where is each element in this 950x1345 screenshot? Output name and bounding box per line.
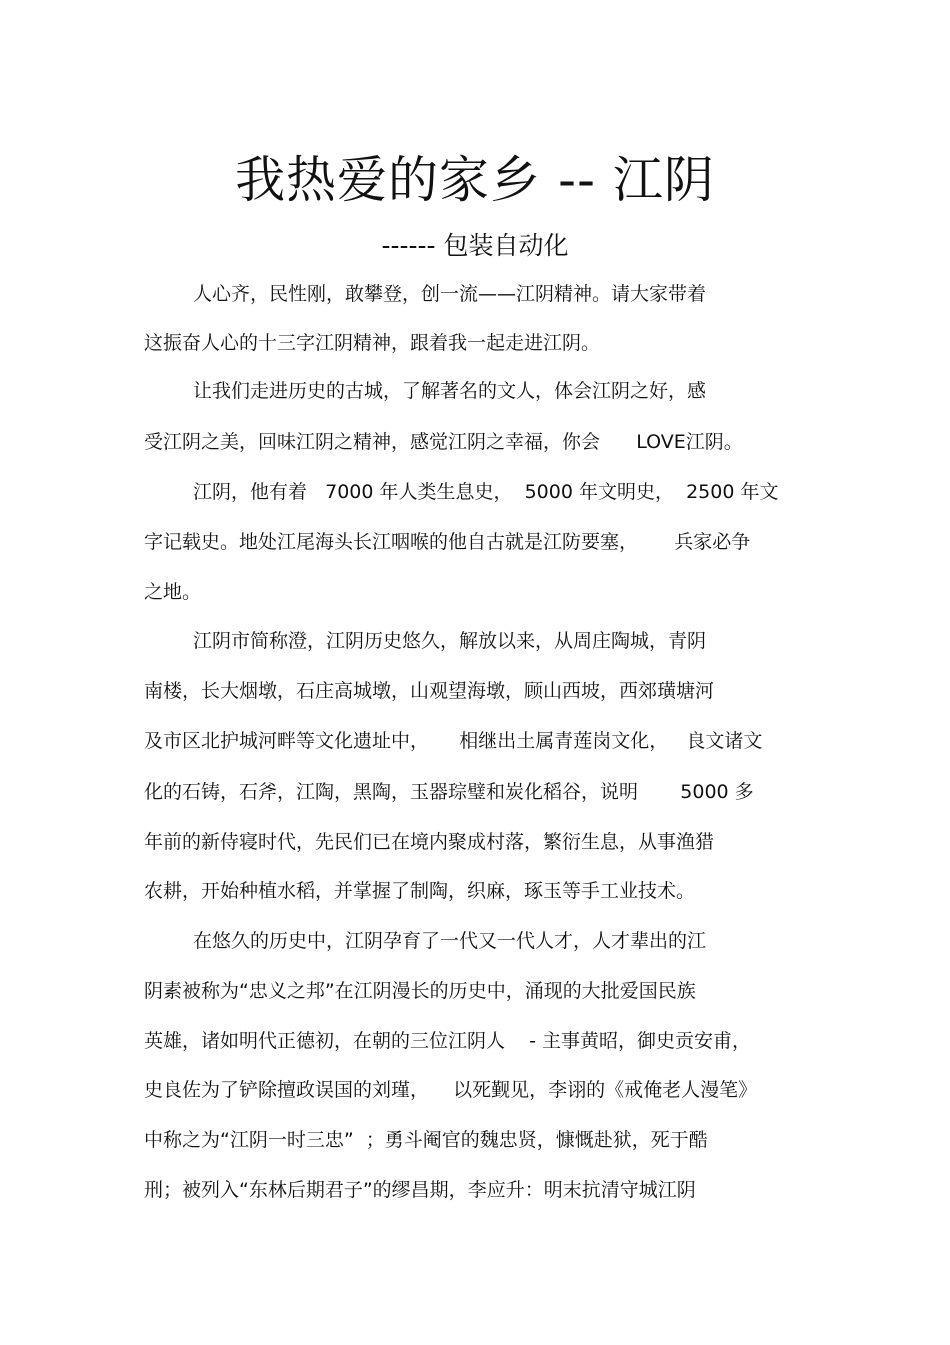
paragraph-line: 农耕，开始种植水稻，并掌握了制陶，织麻，琢玉等手工业技术。 [144, 880, 696, 902]
paragraph-line: 这振奋人心的十三字江阴精神，跟着我一起走进江阴。 [144, 332, 601, 354]
paragraph-line: 在悠久的历史中，江阴孕育了一代又一代人才，人才辈出的江 [193, 930, 707, 952]
paragraph-line: 南楼，长大烟墩，石庄高城墩，山观望海墩，顾山西坡，西郊璜塘河 [144, 680, 715, 702]
paragraph-line: 让我们走进历史的古城，了解著名的文人，体会江阴之好，感 [193, 380, 707, 402]
paragraph-line: 受江阴之美，回味江阴之精神，感觉江阴之幸福，你会 LOVE江阴。 [144, 431, 743, 453]
paragraph-line: 江阴市简称澄，江阴历史悠久，解放以来，从周庄陶城，青阴 [193, 630, 707, 652]
paragraph-line: 字记载史。地处江尾海头长江咽喉的他自古就是江防要塞， 兵家必争 [144, 531, 751, 553]
paragraph-line: 刑；被列入“东林后期君子”的缪昌期，李应升：明末抗清守城江阴 [144, 1179, 696, 1201]
paragraph-line: 化的石铸，石斧，江陶，黑陶，玉器琮璧和炭化稻谷，说明 5000 多 [144, 781, 754, 803]
paragraph-line: 江阴，他有着 7000 年人类生息史， 5000 年文明史， 2500 年文 [193, 481, 779, 503]
paragraph-line: 史良佐为了铲除擅政误国的刘瑾， 以死觐见，李诩的《戒俺老人漫笔》 [144, 1079, 758, 1101]
paragraph-line: 英雄，诸如明代正德初，在朝的三位江阴人 - 主事黄昭，御史贡安甫， [144, 1030, 752, 1052]
paragraph-line: 阴素被称为“忠义之邦”在江阴漫长的历史中，涌现的大批爱国民族 [144, 980, 696, 1002]
paragraph-line: 年前的新侍寝时代，先民们已在境内聚成村落，繁衍生息，从事渔猎 [144, 831, 715, 853]
paragraph-line: 中称之为“江阴一时三忠” ；勇斗阉官的魏忠贤，慷慨赴狱，死于酷 [144, 1129, 708, 1151]
paragraph-line: 及市区北护城河畔等文化遗址中， 相继出土属青莲岗文化， 良文诸文 [144, 730, 763, 752]
paragraph-line: 人心齐，民性刚，敢攀登，创一流——江阴精神。请大家带着 [193, 283, 707, 305]
document-title: 我热爱的家乡 -- 江阴 [235, 151, 715, 209]
document-subtitle: ------ 包装自动化 [381, 231, 569, 260]
paragraph-line: 之地。 [144, 581, 202, 603]
